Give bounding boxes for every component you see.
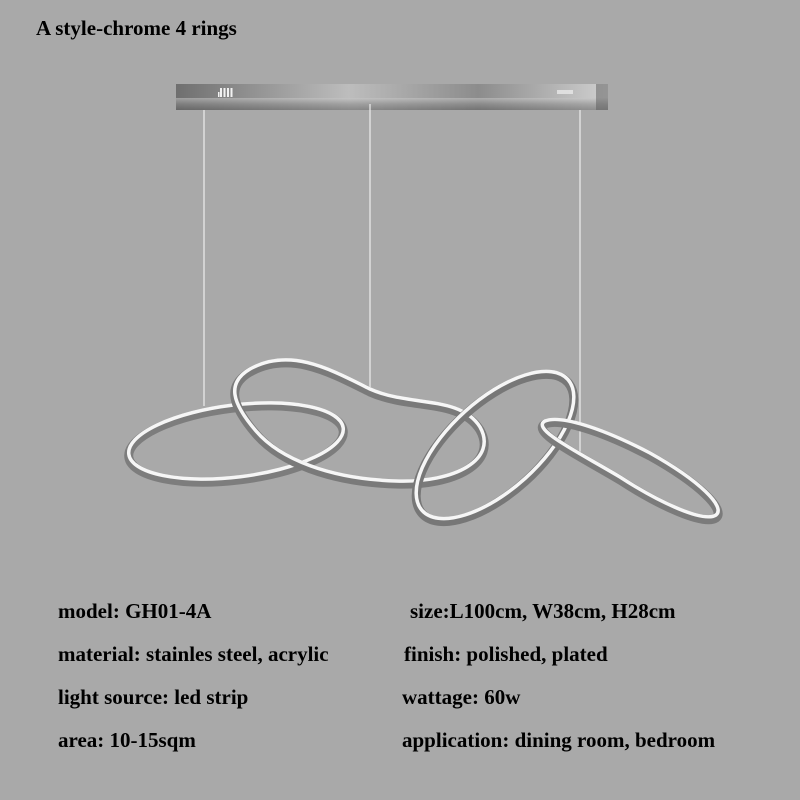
spec-material: material: stainles steel, acrylic <box>58 642 329 666</box>
spec-application: application: dining room, bedroom <box>402 728 716 752</box>
ring-2 <box>235 360 484 484</box>
spec-wattage: wattage: 60w <box>402 685 521 709</box>
spec-light-source: light source: led strip <box>58 685 249 709</box>
spec-model: model: GH01-4A <box>58 599 212 623</box>
spec-size: size:L100cm, W38cm, H28cm <box>410 599 676 623</box>
spec-area: area: 10-15sqm <box>58 728 196 752</box>
ring-4 <box>542 419 718 519</box>
ceiling-canopy-bar <box>176 84 608 110</box>
product-title: A style-chrome 4 rings <box>36 16 237 40</box>
spec-finish: finish: polished, plated <box>404 642 608 666</box>
